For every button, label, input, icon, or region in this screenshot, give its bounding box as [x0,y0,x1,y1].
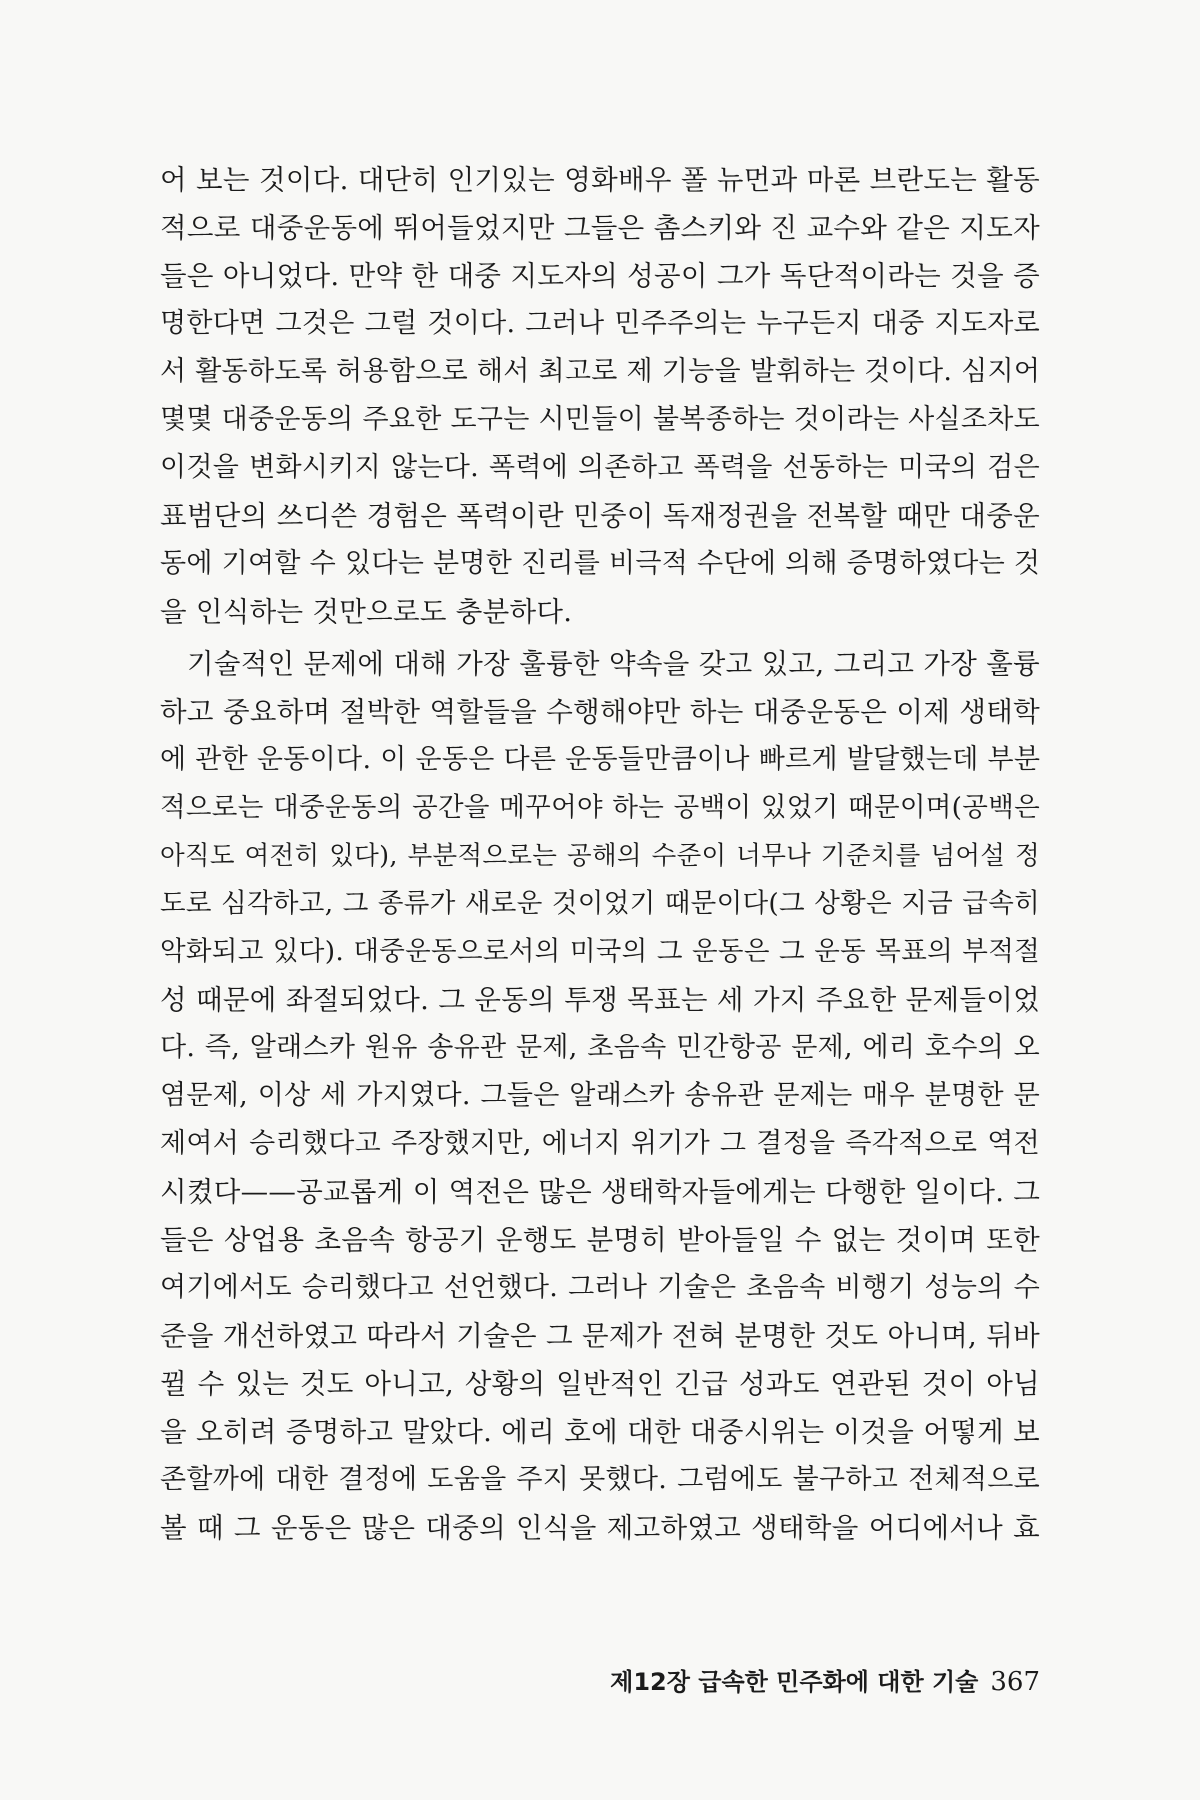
text-line: 명한다면 그것은 그럴 것이다. 그러나 민주주의는 누구든지 대중 지도자로 [160,308,1040,339]
text-line: 악화되고 있다). 대중운동으로서의 미국의 그 운동은 그 운동 목표의 부적절 [160,936,1040,967]
text-line: 을 인식하는 것만으로도 충분하다. [160,596,573,628]
text-line: 도로 심각하고, 그 종류가 새로운 것이었기 때문이다(그 상황은 지금 급속히 [160,888,1040,919]
text-line: 제여서 승리했다고 주장했지만, 에너지 위기가 그 결정을 즉각적으로 역전 [160,1128,1040,1159]
paragraph-1 [160,156,1040,636]
text-line: 들은 상업용 초음속 항공기 운행도 분명히 받아들일 수 없는 것이며 또한 [160,1224,1040,1256]
text-line: 여기에서도 승리했다고 선언했다. 그러나 기술은 초음속 비행기 성능의 수 [160,1272,1040,1303]
page-footer [600,1662,1040,1697]
paragraph-2 [160,640,1040,1552]
text-line: 적으로는 대중운동의 공간을 메꾸어야 하는 공백이 있었기 때문이며(공백은 [160,792,1040,823]
running-title: 제12장 급속한 민주화에 대한 기술 [610,1668,979,1696]
text-line: 기술적인 문제에 대해 가장 훌륭한 약속을 갖고 있고, 그리고 가장 훌륭 [187,648,1040,680]
text-line: 적으로 대중운동에 뛰어들었지만 그들은 촘스키와 진 교수와 같은 지도자 [160,212,1040,244]
text-line: 아직도 여전히 있다), 부분적으로는 공해의 수준이 너무나 기준치를 넘어설 정 [160,841,1040,871]
text-line: 성 때문에 좌절되었다. 그 운동의 투쟁 목표는 세 가지 주요한 문제들이었 [160,984,1040,1016]
text-line: 볼 때 그 운동은 많은 대중의 인식을 제고하였고 생태학을 어디에서나 효 [160,1512,1040,1544]
text-line: 표범단의 쓰디쓴 경험은 폭력이란 민중이 독재정권을 전복할 때만 대중운 [160,500,1040,532]
text-line: 이것을 변화시키지 않는다. 폭력에 의존하고 폭력을 선동하는 미국의 검은 [160,452,1040,483]
text-line: 염문제, 이상 세 가지였다. 그들은 알래스카 송유관 문제는 매우 분명한 문 [160,1080,1040,1111]
text-line: 어 보는 것이다. 대단히 인기있는 영화배우 폴 뉴먼과 마론 브란도는 활동 [160,164,1040,196]
text-line: 을 오히려 증명하고 말았다. 에리 호에 대한 대중시위는 이것을 어떻게 보 [160,1416,1040,1448]
text-line: 준을 개선하였고 따라서 기술은 그 문제가 전혀 분명한 것도 아니며, 뒤바 [160,1320,1040,1352]
text-line: 뀔 수 있는 것도 아니고, 상황의 일반적인 긴급 성과도 연관된 것이 아님 [160,1368,1040,1400]
text-line: 시켰다——공교롭게 이 역전은 많은 생태학자들에게는 다행한 일이다. 그 [160,1176,1040,1208]
body-text [160,156,1040,1552]
text-line: 에 관한 운동이다. 이 운동은 다른 운동들만큼이나 빠르게 발달했는데 부분 [160,744,1040,775]
text-line: 들은 아니었다. 만약 한 대중 지도자의 성공이 그가 독단적이라는 것을 증 [160,260,1040,292]
text-line: 몇몇 대중운동의 주요한 도구는 시민들이 불복종하는 것이라는 사실조차도 [160,404,1040,435]
text-line: 존할까에 대한 결정에 도움을 주지 못했다. 그럼에도 불구하고 전체적으로 [160,1464,1040,1495]
text-line: 다. 즉, 알래스카 원유 송유관 문제, 초음속 민간항공 문제, 에리 호수의 오 [160,1032,1040,1063]
page-number: 367 [990,1667,1040,1697]
text-line: 서 활동하도록 허용함으로 해서 최고로 제 기능을 발휘하는 것이다. 심지어 [160,356,1040,387]
text-line: 동에 기여할 수 있다는 분명한 진리를 비극적 수단에 의해 증명하였다는 것 [160,548,1040,579]
text-line: 하고 중요하며 절박한 역할들을 수행해야만 하는 대중운동은 이제 생태학 [160,696,1040,728]
